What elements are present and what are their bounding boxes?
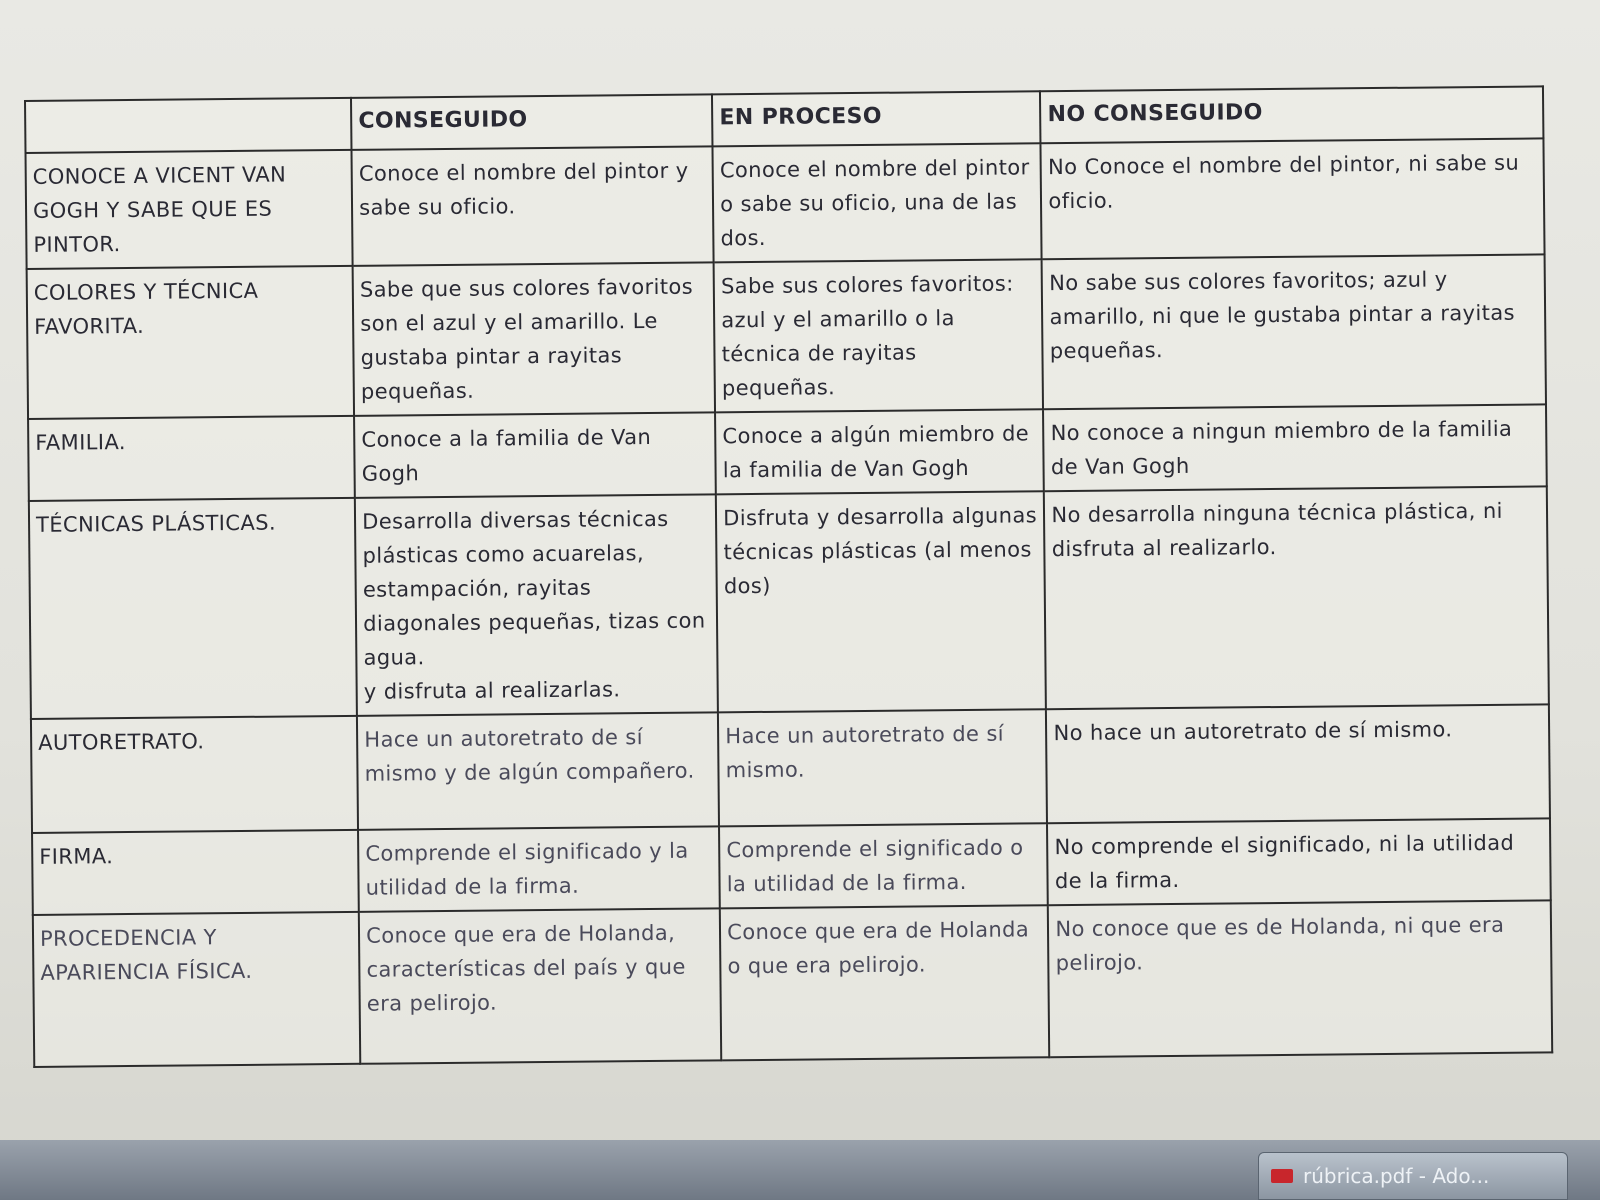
- pdf-icon: [1271, 1169, 1293, 1183]
- no-conseguido-cell: No sabe sus colores favoritos; azul y amarillo, ni que le gustaba pintar a rayitas pequeñas.: [1042, 254, 1546, 409]
- criterion-cell: FIRMA.: [32, 830, 359, 915]
- taskbar-item-label: rúbrica.pdf - Ado...: [1303, 1164, 1490, 1188]
- conseguido-cell: Hace un autoretrato de sí mismo y de algún compañero.: [357, 712, 719, 829]
- header-no-conseguido: NO CONSEGUIDO: [1040, 86, 1543, 143]
- conseguido-cell: Sabe que sus colores favoritos son el azul y el amarillo. Le gustaba pintar a rayitas pequeñas.: [353, 262, 715, 415]
- en-proceso-cell: Sabe sus colores favoritos: azul y el amarillo o la técnica de rayitas pequeñas.: [714, 259, 1044, 412]
- no-conseguido-cell: No conoce que es de Holanda, ni que era pelirojo.: [1048, 900, 1552, 1057]
- criterion-cell: COLORES Y TÉCNICA FAVORITA.: [27, 266, 355, 419]
- table-row: [26, 138, 1545, 269]
- criterion-cell: AUTORETRATO.: [31, 716, 358, 833]
- no-conseguido-cell: No comprende el significado, ni la utilidad de la firma.: [1047, 818, 1550, 905]
- en-proceso-cell: Comprende el significado o la utilidad de la firma.: [719, 823, 1048, 908]
- criterion-cell: FAMILIA.: [28, 416, 355, 501]
- conseguido-cell: Conoce a la familia de Van Gogh: [354, 412, 716, 497]
- no-conseguido-cell: No Conoce el nombre del pintor, ni sabe su oficio.: [1041, 138, 1545, 259]
- header-en-proceso: EN PROCESO: [712, 91, 1041, 146]
- taskbar: [0, 1140, 1600, 1200]
- conseguido-text: Desarrolla diversas técnicas plásticas como acuarelas, estampación, rayitas diagonales pequeñas, tizas con agua.: [362, 506, 706, 670]
- en-proceso-cell: Conoce a algún miembro de la familia de Van Gogh: [715, 409, 1044, 494]
- criterion-cell: TÉCNICAS PLÁSTICAS.: [29, 498, 357, 719]
- conseguido-cell: Comprende el significado y la utilidad de la firma.: [358, 826, 720, 911]
- en-proceso-cell: Conoce el nombre del pintor o sabe su oficio, una de las dos.: [713, 143, 1042, 262]
- conseguido-cell: Conoce que era de Holanda, características del país y que era pelirojo.: [359, 908, 721, 1063]
- conseguido-cell: Conoce el nombre del pintor y sabe su oficio.: [352, 146, 714, 265]
- table-row: [32, 818, 1551, 915]
- en-proceso-cell: Hace un autoretrato de sí mismo.: [718, 709, 1047, 826]
- criterion-cell: CONOCE A VICENT VAN GOGH Y SABE QUE ES PINTOR.: [26, 150, 353, 269]
- table-row: [27, 254, 1546, 419]
- conseguido-extra-text: y disfruta al realizarlas.: [363, 677, 621, 704]
- document-page: [24, 85, 1573, 1075]
- table-row: [28, 404, 1547, 501]
- table-row: [33, 900, 1552, 1067]
- header-empty-cell: [25, 98, 352, 153]
- no-conseguido-cell: No conoce a ningun miembro de la familia de Van Gogh: [1043, 404, 1546, 491]
- header-conseguido: CONSEGUIDO: [351, 94, 713, 149]
- no-conseguido-cell: No hace un autoretrato de sí mismo.: [1046, 704, 1550, 823]
- criterion-cell: PROCEDENCIA Y APARIENCIA FÍSICA.: [33, 912, 361, 1067]
- conseguido-cell: [355, 494, 718, 715]
- table-row: [29, 486, 1549, 719]
- table-row: [31, 704, 1550, 833]
- taskbar-pdf-item[interactable]: [1258, 1152, 1568, 1200]
- en-proceso-cell: Conoce que era de Holanda o que era pelirojo.: [720, 905, 1050, 1060]
- en-proceso-cell: Disfruta y desarrolla algunas técnicas plásticas (al menos dos): [716, 491, 1046, 712]
- no-conseguido-cell: No desarrolla ninguna técnica plástica, ni disfruta al realizarlo.: [1044, 486, 1549, 709]
- rubric-table: [24, 85, 1553, 1068]
